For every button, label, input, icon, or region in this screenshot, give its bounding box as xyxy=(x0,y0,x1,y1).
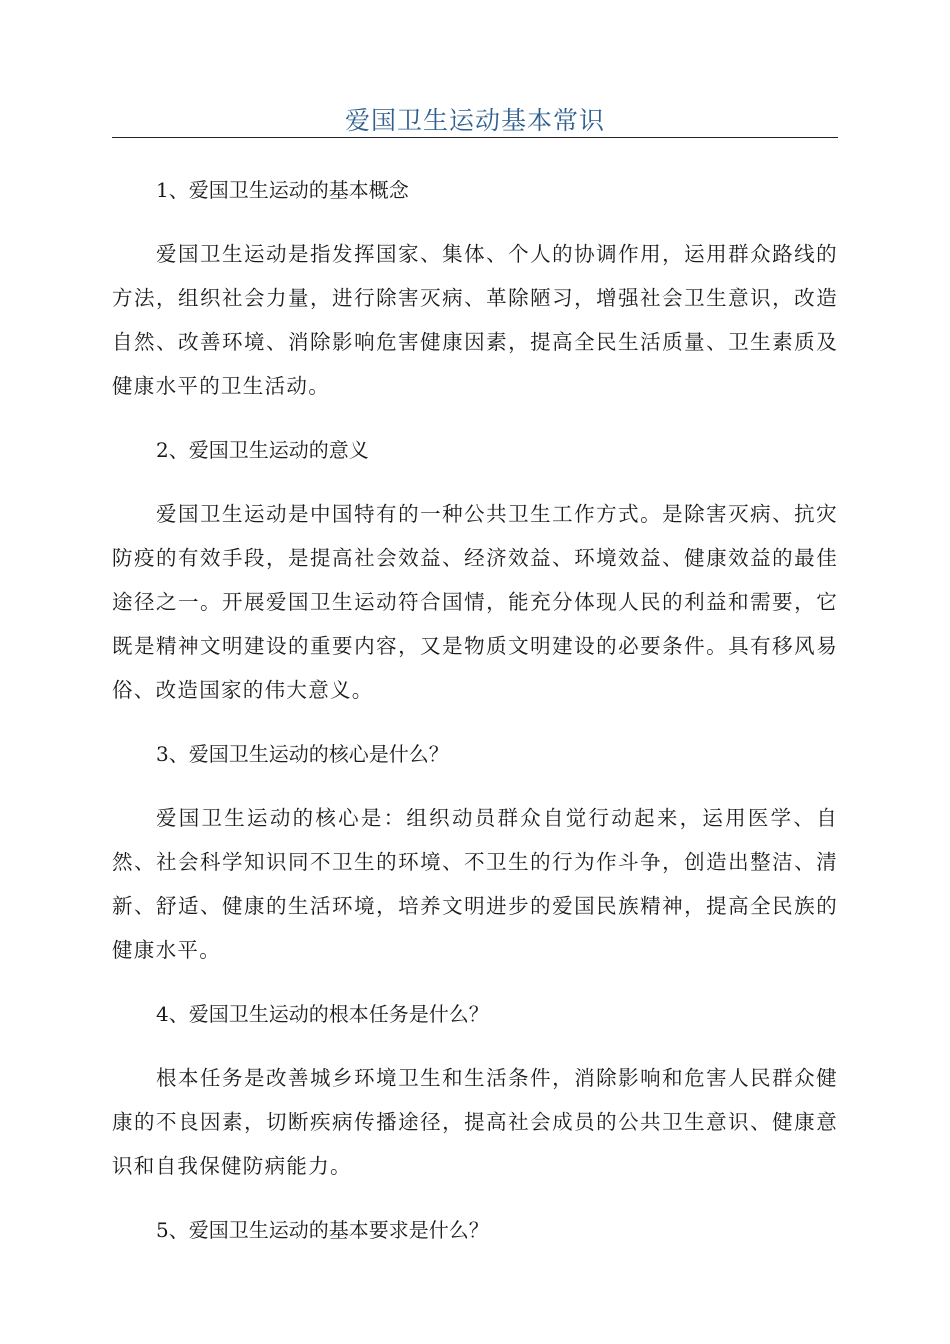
document-body xyxy=(112,168,838,1272)
section-paragraph: 根本任务是改善城乡环境卫生和生活条件，消除影响和危害人民群众健康的不良因素，切断疾病传播途径，提高社会成员的公共卫生意识、健康意识和自我保健防病能力。 xyxy=(112,1066,838,1178)
section-heading: 4、爱国卫生运动的根本任务是什么？ xyxy=(156,1002,489,1026)
section-paragraph: 爱国卫生运动是指发挥国家、集体、个人的协调作用，运用群众路线的方法，组织社会力量，进行除害灭病、革除陋习，增强社会卫生意识，改造自然、改善环境、消除影响危害健康因素，提高全民生活质量、卫生素质及健康水平的卫生活动。 xyxy=(112,242,838,398)
section-heading: 1、爱国卫生运动的基本概念 xyxy=(156,178,409,202)
section-paragraph: 爱国卫生运动的核心是：组织动员群众自觉行动起来，运用医学、自然、社会科学知识同不卫生的环境、不卫生的行为作斗争，创造出整洁、清新、舒适、健康的生活环境，培养文明进步的爱国民族精神，提高全民族的健康水平。 xyxy=(112,806,838,962)
document-title: 爱国卫生运动基本常识 xyxy=(344,106,605,135)
section-heading: 2、爱国卫生运动的意义 xyxy=(156,438,369,462)
section-heading: 3、爱国卫生运动的核心是什么？ xyxy=(156,742,449,766)
title-underline xyxy=(112,137,838,138)
section-paragraph: 爱国卫生运动是中国特有的一种公共卫生工作方式。是除害灭病、抗灾防疫的有效手段，是提高社会效益、经济效益、环境效益、健康效益的最佳途径之一。开展爱国卫生运动符合国情，能充分体现人民的利益和需要，它既是精神文明建设的重要内容，又是物质文明建设的必要条件。具有移风易俗、改造国家的伟大意义。 xyxy=(112,502,838,702)
section-heading: 5、爱国卫生运动的基本要求是什么？ xyxy=(156,1218,489,1242)
